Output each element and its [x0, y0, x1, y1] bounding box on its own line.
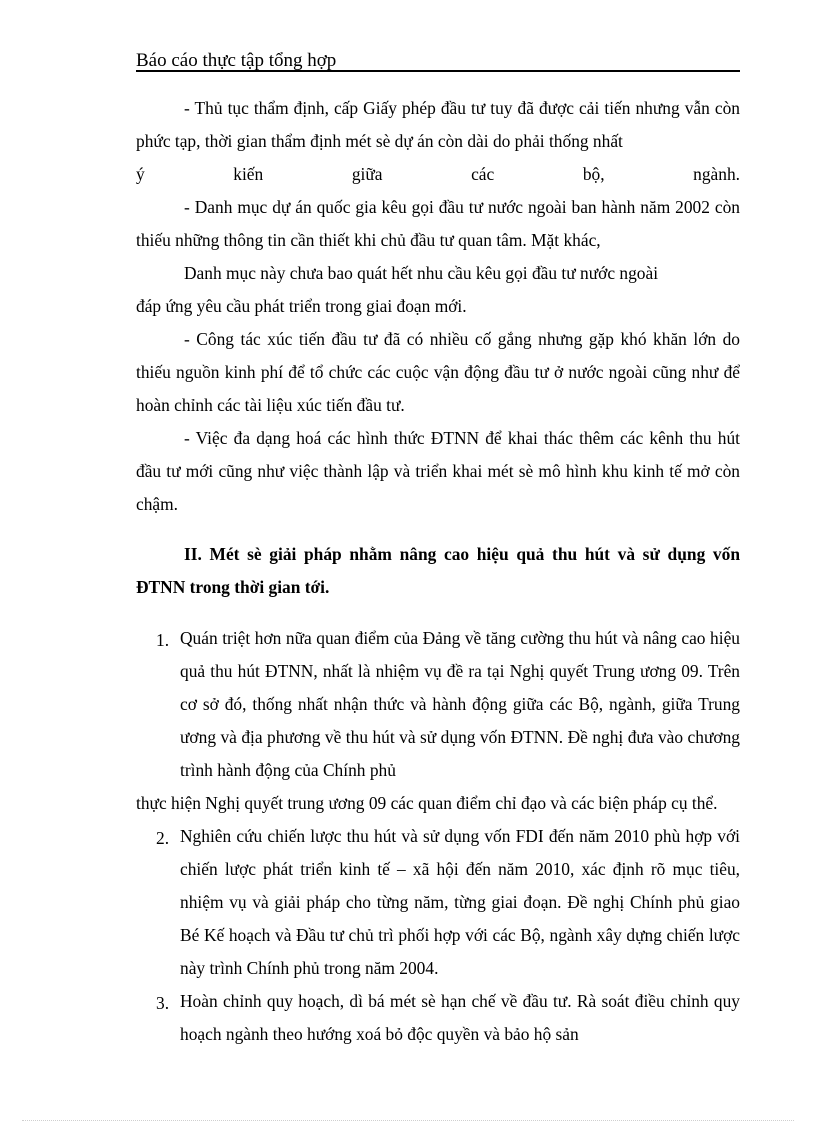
- list-item: [136, 622, 740, 820]
- list-item-text: Quán triệt hơn nữa quan điểm của Đảng về tăng cường thu hút và nâng cao hiệu quả thu hút ĐTNN, nhất là nhiệm vụ đề ra tại Nghị quyết Trung ương 09. Trên cơ sở đó, thống nhất nhận thức và hành động giữa các Bộ, ngành, giữa Trung ương và địa phương về thu hút và sử dụng vốn ĐTNN. Đề nghị đưa vào chương trình hành động của Chính phủ: [180, 627, 740, 780]
- paragraph: - Thủ tục thẩm định, cấp Giấy phép đầu tư tuy đã được cải tiến nhưng vẫn còn phức tạp, thời gian thẩm định mét sè dự án còn dài do phải thống nhất: [136, 98, 740, 151]
- list-number: 3.: [156, 992, 170, 1013]
- list-number: 2.: [156, 827, 170, 848]
- paragraph: - Công tác xúc tiến đầu tư đã có nhiều cố gắng nhưng gặp khó khăn lớn do thiếu nguồn kinh phí để tổ chức các cuộc vận động đầu tư ở nước ngoài cũng như để hoàn chỉnh các tài liệu xúc tiến đầu tư.: [136, 329, 740, 415]
- list-item-continuation: thực hiện Nghị quyết trung ương 09 các quan điểm chỉ đạo và các biện pháp cụ thể.: [136, 792, 718, 813]
- list-item: [136, 820, 740, 985]
- list-item: [136, 985, 740, 1051]
- page-header-title: Báo cáo thực tập tổng hợp: [136, 50, 337, 71]
- paragraph: - Việc đa dạng hoá các hình thức ĐTNN để khai thác thêm các kênh thu hút đầu tư mới cũng như việc thành lập và triển khai mét sè mô hình khu kinh tế mở còn chậm.: [136, 428, 740, 514]
- paragraph: đáp ứng yêu cầu phát triển trong giai đoạn mới.: [136, 296, 467, 316]
- header-rule: [136, 70, 740, 72]
- section-heading: II. Mét sè giải pháp nhằm nâng cao hiệu quả thu hút và sử dụng vốn ĐTNN trong thời gian tới.: [136, 544, 740, 598]
- paragraph: - Danh mục dự án quốc gia kêu gọi đầu tư nước ngoài ban hành năm 2002 còn thiếu những thông tin cần thiết khi chủ đầu tư quan tâm. Mặt khác,: [136, 197, 740, 250]
- list-item-text: Nghiên cứu chiến lược thu hút và sử dụng vốn FDI đến năm 2010 phù hợp với chiến lược phát triển kinh tế – xã hội đến năm 2010, xác định rõ mục tiêu, nhiệm vụ và giải pháp cho từng năm, từng giai đoạn. Đề nghị Chính phủ giao Bé Kế hoạch và Đầu tư chủ trì phối hợp với các Bộ, ngành xây dựng chiến lược này trình Chính phủ trong năm 2004.: [180, 825, 740, 978]
- list-number: 1.: [156, 629, 170, 650]
- page-bottom-rule: [22, 1120, 794, 1121]
- document-body: [136, 92, 740, 1051]
- paragraph: Danh mục này chưa bao quát hết nhu cầu kêu gọi đầu tư nước ngoài: [184, 263, 659, 283]
- list-item-text: Hoàn chỉnh quy hoạch, dì bá mét sè hạn chế về đầu tư. Rà soát điều chỉnh quy hoạch ngành theo hướng xoá bỏ độc quyền và bảo hộ sản: [180, 990, 740, 1044]
- paragraph: ý kiến giữa các bộ, ngành.: [136, 164, 740, 184]
